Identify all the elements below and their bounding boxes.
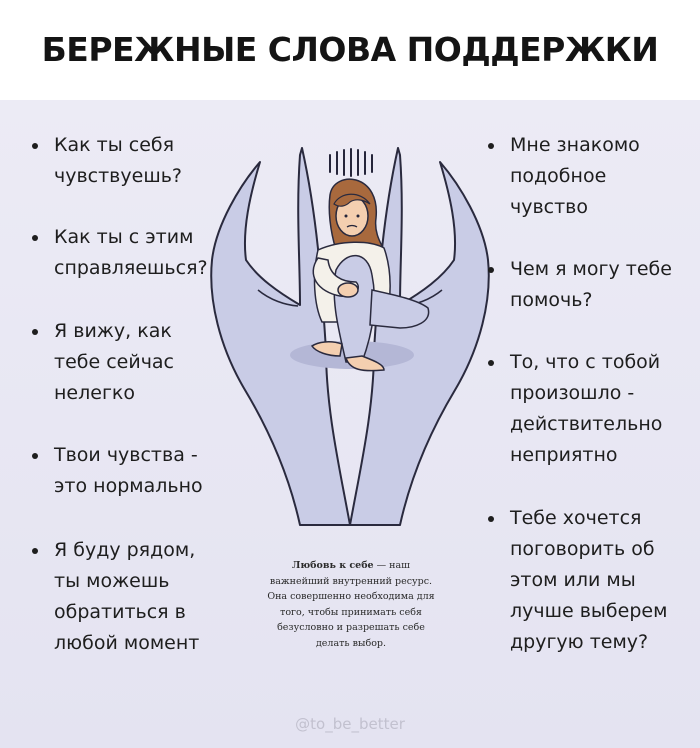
stress-lines-icon <box>330 149 372 176</box>
list-item: Я вижу, как тебе сейчас нелегко <box>32 316 174 409</box>
list-item: Мне знакомо подобное чувство <box>488 130 640 223</box>
header <box>0 0 700 100</box>
list-item: Как ты с этим справляешься? <box>32 222 208 284</box>
list-item: Как ты себя чувствуешь? <box>32 130 182 192</box>
author-handle: @to_be_better <box>295 715 405 733</box>
page-title: БЕРЕЖНЫЕ СЛОВА ПОДДЕРЖКИ <box>41 30 659 69</box>
note-text: — наш важнейший внутренний ресурс. Она совершенно необходима для того, чтобы принимать себя безусловно и разрешать себе делать выбор. <box>267 560 435 649</box>
list-item: Чем я могу тебе помочь? <box>488 254 672 316</box>
list-item: Тебе хочется поговорить об этом или мы лучше выберем другую тему? <box>488 503 667 658</box>
self-love-note <box>262 558 440 651</box>
list-item: То, что с тобой произошло - действительно неприятно <box>488 347 662 471</box>
list-item: Я буду рядом, ты можешь обратиться в любой момент <box>32 535 199 659</box>
list-item: Твои чувства - это нормально <box>32 440 203 502</box>
note-bold: Любовь к себе <box>292 560 374 571</box>
